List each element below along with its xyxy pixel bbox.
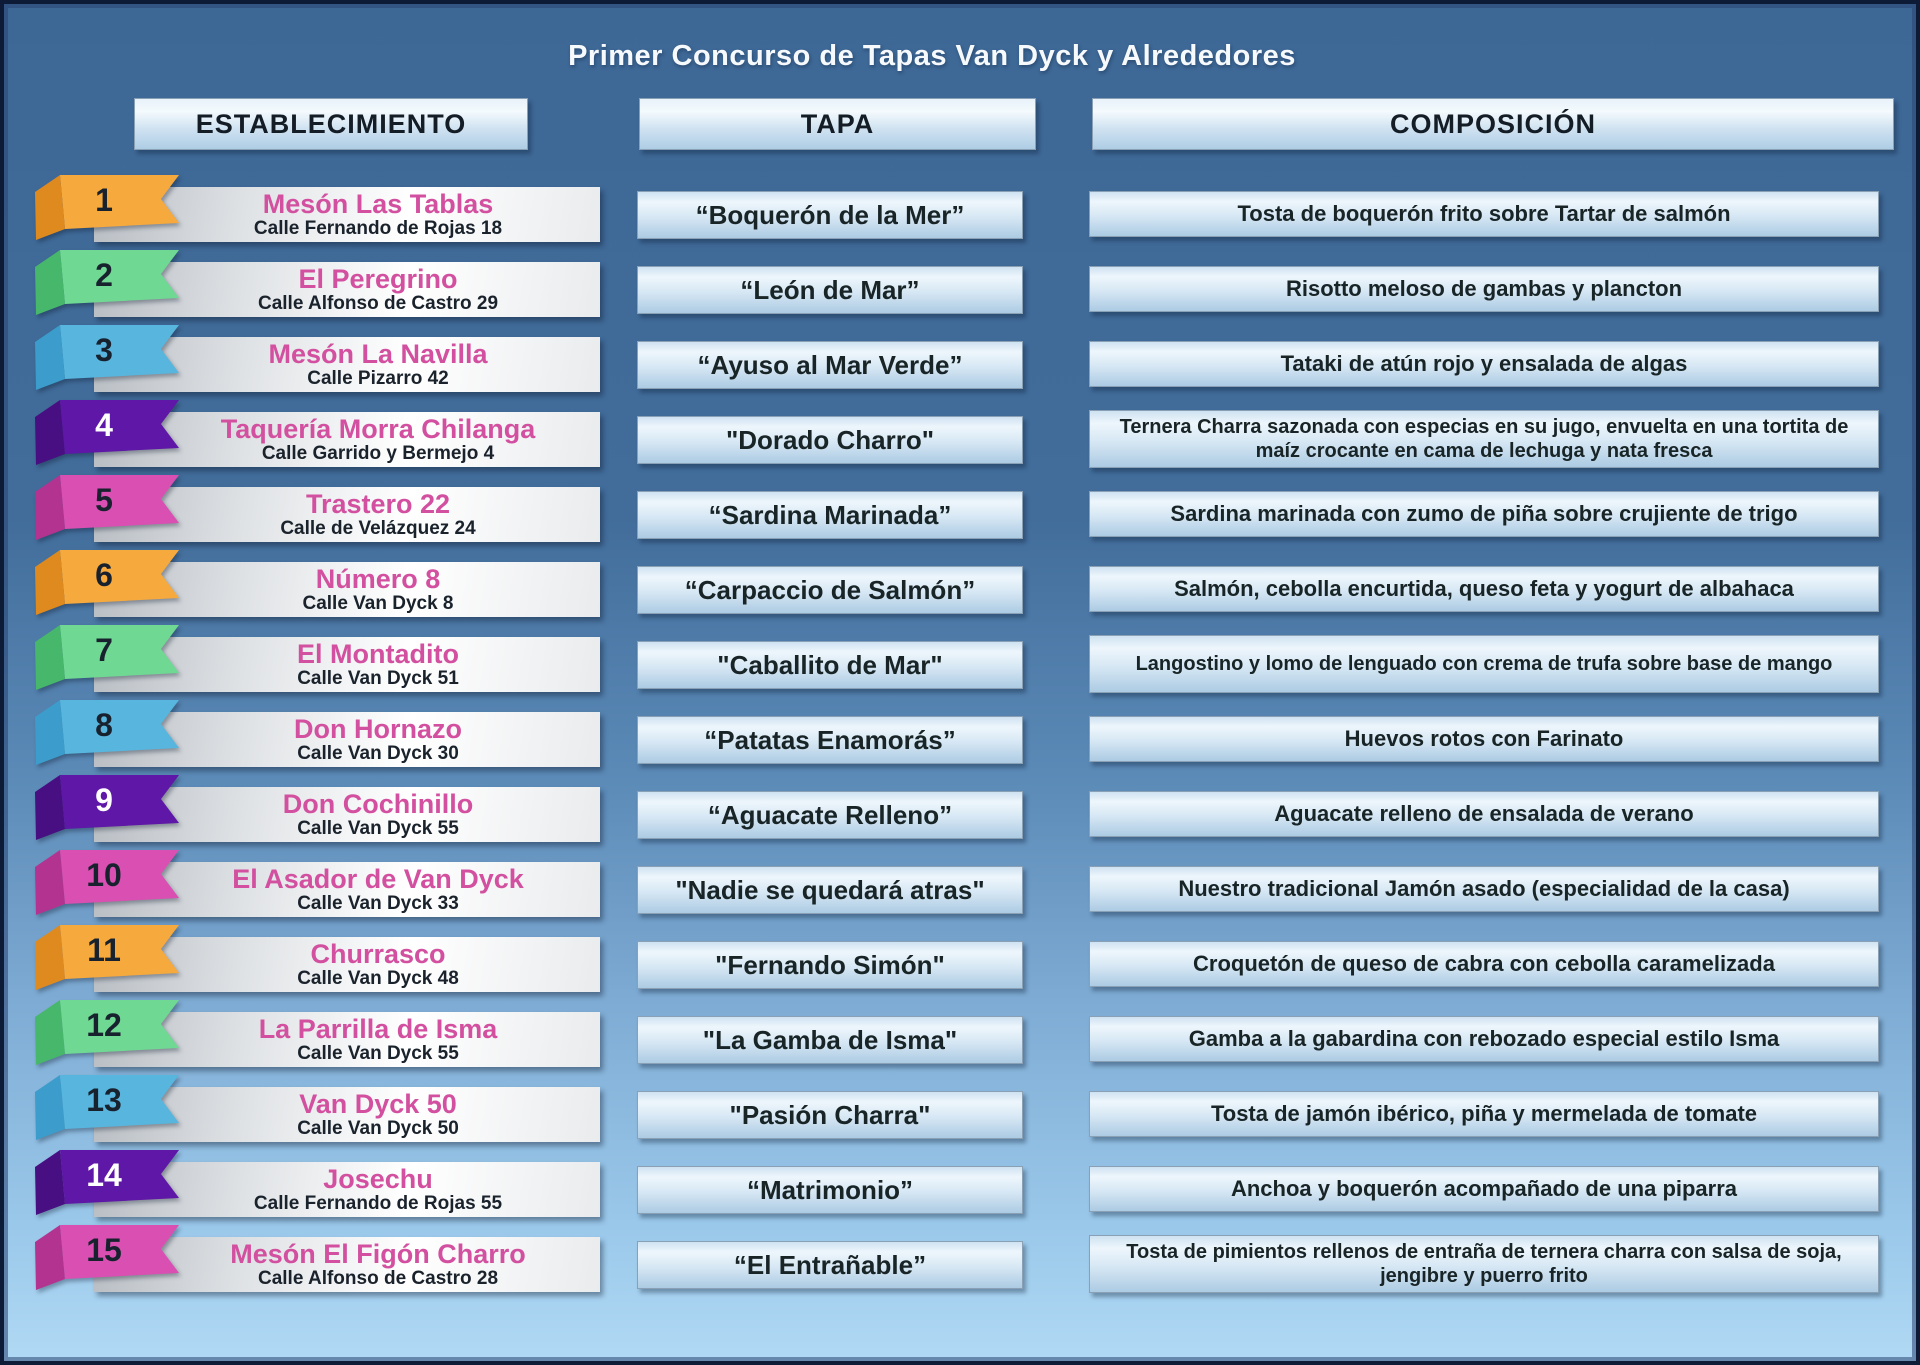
ribbon-fold-shape xyxy=(35,850,65,915)
rank-ribbon-icon xyxy=(34,623,184,693)
composition-box xyxy=(1089,191,1879,237)
ribbon-fold-shape xyxy=(35,175,65,240)
composition-box xyxy=(1089,410,1879,468)
establishment-address: Calle Van Dyck 51 xyxy=(297,668,459,689)
composition-text: Risotto meloso de gambas y plancton xyxy=(1285,275,1683,301)
composition-box xyxy=(1089,941,1879,987)
rank-number: 3 xyxy=(95,332,113,368)
tapa-name-box xyxy=(637,791,1023,839)
tapa-name-box xyxy=(637,191,1023,239)
rank-ribbon-icon xyxy=(34,923,184,993)
column-header-composicion xyxy=(1092,98,1894,150)
composition-text: Tosta de boquerón frito sobre Tartar de salmón xyxy=(1237,200,1731,226)
establishment-address: Calle Van Dyck 33 xyxy=(297,893,459,914)
table-row xyxy=(4,999,1916,1074)
establishment-name: Van Dyck 50 xyxy=(299,1089,457,1119)
composition-box xyxy=(1089,266,1879,312)
table-row xyxy=(4,249,1916,324)
composition-box xyxy=(1089,566,1879,612)
table-row xyxy=(4,774,1916,849)
establishment-name: El Asador de Van Dyck xyxy=(232,864,524,894)
establishment-address: Calle Van Dyck 55 xyxy=(297,818,459,839)
establishment-name: Don Hornazo xyxy=(294,714,462,744)
rank-ribbon-icon xyxy=(34,473,184,543)
establishment-name: Mesón El Figón Charro xyxy=(230,1239,526,1269)
composition-box xyxy=(1089,1166,1879,1212)
tapa-name: "Nadie se quedará atras" xyxy=(675,874,985,905)
establishment-address: Calle Alfonso de Castro 28 xyxy=(257,1268,499,1289)
rank-ribbon-icon xyxy=(34,848,184,918)
rank-ribbon-icon xyxy=(34,173,184,243)
composition-text: Sardina marinada con zumo de piña sobre crujiente de trigo xyxy=(1170,500,1798,526)
establishment-address: Calle Fernando de Rojas 18 xyxy=(253,218,503,239)
rank-number: 13 xyxy=(86,1082,122,1118)
establishment-address: Calle Van Dyck 48 xyxy=(297,968,459,989)
establishment-name: La Parrilla de Isma xyxy=(258,1014,498,1044)
rank-number: 4 xyxy=(95,407,113,443)
establishment-name: Josechu xyxy=(323,1164,433,1194)
table-row xyxy=(4,1074,1916,1149)
table-row xyxy=(4,1224,1916,1299)
rank-ribbon-icon xyxy=(34,1223,184,1293)
establishment-name: Número 8 xyxy=(315,564,441,594)
rank-ribbon-icon xyxy=(34,1148,184,1218)
rank-number: 14 xyxy=(86,1157,122,1193)
establishment-name: El Montadito xyxy=(297,639,459,669)
page-title: Primer Concurso de Tapas Van Dyck y Alrededores xyxy=(568,40,1296,72)
ribbon-main-shape xyxy=(60,400,179,454)
establishment-name: Mesón La Navilla xyxy=(268,339,488,369)
composition-text: Tosta de jamón ibérico, piña y mermelada de tomate xyxy=(1210,1100,1758,1126)
column-header-tapa-label: TAPA xyxy=(800,108,875,139)
tapa-name: “Patatas Enamorás” xyxy=(704,724,956,755)
table-row xyxy=(4,399,1916,474)
ribbon-fold-shape xyxy=(35,700,65,765)
tapa-name: "La Gamba de Isma" xyxy=(702,1024,958,1055)
composition-box xyxy=(1089,491,1879,537)
table-row xyxy=(4,699,1916,774)
ribbon-fold-shape xyxy=(35,625,65,690)
tapa-name-box xyxy=(637,341,1023,389)
rank-number: 5 xyxy=(95,482,113,518)
composition-box xyxy=(1089,1091,1879,1137)
ribbon-main-shape xyxy=(60,250,179,304)
ribbon-fold-shape xyxy=(35,1000,65,1065)
composition-text: Ternera Charra sazonada con especias en su jugo, envuelta en una tortita de maíz crocante en cama de lechuga y nata fresca xyxy=(1119,416,1849,462)
rank-ribbon-icon xyxy=(34,398,184,468)
tapa-name: "Dorado Charro" xyxy=(725,424,935,455)
establishment-name: Taquería Morra Chilanga xyxy=(220,414,536,444)
tapa-name: "Caballito de Mar" xyxy=(717,649,943,680)
composition-text: Langostino y lomo de lenguado con crema de trufa sobre base de mango xyxy=(1135,653,1833,675)
ribbon-fold-shape xyxy=(35,1225,65,1290)
rank-number: 12 xyxy=(86,1007,122,1043)
establishment-address: Calle Pizarro 42 xyxy=(307,368,449,389)
rank-number: 15 xyxy=(86,1232,122,1268)
tapa-name-box xyxy=(637,866,1023,914)
tapa-name-box xyxy=(637,416,1023,464)
establishment-name: El Peregrino xyxy=(298,264,458,294)
establishment-name: Churrasco xyxy=(310,939,446,969)
rank-number: 2 xyxy=(95,257,113,293)
table-row xyxy=(4,1149,1916,1224)
tapa-name-box xyxy=(637,491,1023,539)
establishment-address: Calle Van Dyck 8 xyxy=(302,593,454,614)
composition-box xyxy=(1089,1016,1879,1062)
column-header-tapa xyxy=(639,98,1036,150)
table-row xyxy=(4,924,1916,999)
establishment-name: Don Cochinillo xyxy=(282,789,474,819)
tapa-name-box xyxy=(637,1016,1023,1064)
rank-ribbon-icon xyxy=(34,548,184,618)
tapa-name: “Ayuso al Mar Verde” xyxy=(697,349,963,380)
table-row xyxy=(4,474,1916,549)
table-row xyxy=(4,849,1916,924)
column-header-composicion-label: COMPOSICIÓN xyxy=(1389,108,1596,139)
establishment-address: Calle Fernando de Rojas 55 xyxy=(253,1193,503,1214)
ribbon-fold-shape xyxy=(35,550,65,615)
rank-ribbon-icon xyxy=(34,248,184,318)
composition-text: Tataki de atún rojo y ensalada de algas xyxy=(1280,350,1688,376)
table-row xyxy=(4,549,1916,624)
ribbon-main-shape xyxy=(60,625,179,679)
rank-ribbon-icon xyxy=(34,1073,184,1143)
establishment-address: Calle Van Dyck 30 xyxy=(297,743,459,764)
composition-text: Gamba a la gabardina con rebozado especial estilo Isma xyxy=(1188,1025,1780,1051)
composition-box xyxy=(1089,1235,1879,1293)
tapa-name-box xyxy=(637,941,1023,989)
tapa-name: “Sardina Marinada” xyxy=(708,499,952,530)
ribbon-main-shape xyxy=(60,175,179,229)
composition-box xyxy=(1089,341,1879,387)
rank-ribbon-icon xyxy=(34,998,184,1068)
tapa-name-box xyxy=(637,266,1023,314)
table-row xyxy=(4,324,1916,399)
table-row xyxy=(4,624,1916,699)
establishment-name: Trastero 22 xyxy=(305,489,451,519)
ribbon-main-shape xyxy=(60,700,179,754)
tapa-name: “León de Mar” xyxy=(740,274,920,305)
ribbon-main-shape xyxy=(60,475,179,529)
ribbon-fold-shape xyxy=(35,1075,65,1140)
rank-number: 11 xyxy=(87,932,121,968)
ribbon-fold-shape xyxy=(35,925,65,990)
ribbon-fold-shape xyxy=(35,1150,65,1215)
ribbon-main-shape xyxy=(60,775,179,829)
tapa-name-box xyxy=(637,1241,1023,1289)
rank-number: 9 xyxy=(95,782,113,818)
establishment-address: Calle Van Dyck 55 xyxy=(297,1043,459,1064)
tapa-name: “Boquerón de la Mer” xyxy=(695,199,965,230)
composition-box xyxy=(1089,866,1879,912)
composition-box xyxy=(1089,635,1879,693)
composition-text: Aguacate relleno de ensalada de verano xyxy=(1274,800,1694,826)
rank-number: 1 xyxy=(95,182,113,218)
composition-text: Salmón, cebolla encurtida, queso feta y yogurt de albahaca xyxy=(1174,575,1794,601)
composition-box xyxy=(1089,716,1879,762)
ribbon-fold-shape xyxy=(35,400,65,465)
rank-number: 8 xyxy=(95,707,113,743)
ribbon-fold-shape xyxy=(35,325,65,390)
ribbon-main-shape xyxy=(60,325,179,379)
tapa-name-box xyxy=(637,716,1023,764)
column-header-establecimiento xyxy=(134,98,528,150)
establishment-address: Calle Garrido y Bermejo 4 xyxy=(261,443,495,464)
tapa-name: “Matrimonio” xyxy=(746,1174,914,1205)
establishment-address: Calle de Velázquez 24 xyxy=(280,518,476,539)
tapa-name-box xyxy=(637,1091,1023,1139)
composition-text: Nuestro tradicional Jamón asado (especialidad de la casa) xyxy=(1178,875,1790,901)
tapa-name: "Pasión Charra" xyxy=(729,1099,931,1130)
establishment-name: Mesón Las Tablas xyxy=(262,189,494,219)
tapa-name-box xyxy=(637,566,1023,614)
ribbon-main-shape xyxy=(60,550,179,604)
composition-text: Huevos rotos con Farinato xyxy=(1344,725,1624,751)
ribbon-fold-shape xyxy=(35,775,65,840)
establishment-address: Calle Van Dyck 50 xyxy=(297,1118,459,1139)
composition-text: Croquetón de queso de cabra con cebolla caramelizada xyxy=(1193,950,1775,976)
tapa-name: “El Entrañable” xyxy=(733,1249,927,1280)
ribbon-fold-shape xyxy=(35,475,65,540)
composition-box xyxy=(1089,791,1879,837)
composition-text: Anchoa y boquerón acompañado de una piparra xyxy=(1230,1175,1738,1201)
ribbon-fold-shape xyxy=(35,250,65,315)
rank-ribbon-icon xyxy=(34,323,184,393)
composition-text: Tosta de pimientos rellenos de entraña de ternera charra con salsa de soja, jengibre y puerro frito xyxy=(1126,1241,1842,1287)
rank-number: 10 xyxy=(86,857,122,893)
tapa-name: “Carpaccio de Salmón” xyxy=(684,574,976,605)
tapa-name: “Aguacate Relleno” xyxy=(707,799,953,830)
tapa-name-box xyxy=(637,1166,1023,1214)
tapa-name: "Fernando Simón" xyxy=(715,949,945,980)
rank-number: 7 xyxy=(95,632,113,668)
establishment-address: Calle Alfonso de Castro 29 xyxy=(257,293,499,314)
rank-ribbon-icon xyxy=(34,773,184,843)
tapa-name-box xyxy=(637,641,1023,689)
rank-ribbon-icon xyxy=(34,698,184,768)
table-row xyxy=(4,174,1916,249)
rank-number: 6 xyxy=(95,557,113,593)
column-header-establecimiento-label: ESTABLECIMIENTO xyxy=(195,108,467,139)
